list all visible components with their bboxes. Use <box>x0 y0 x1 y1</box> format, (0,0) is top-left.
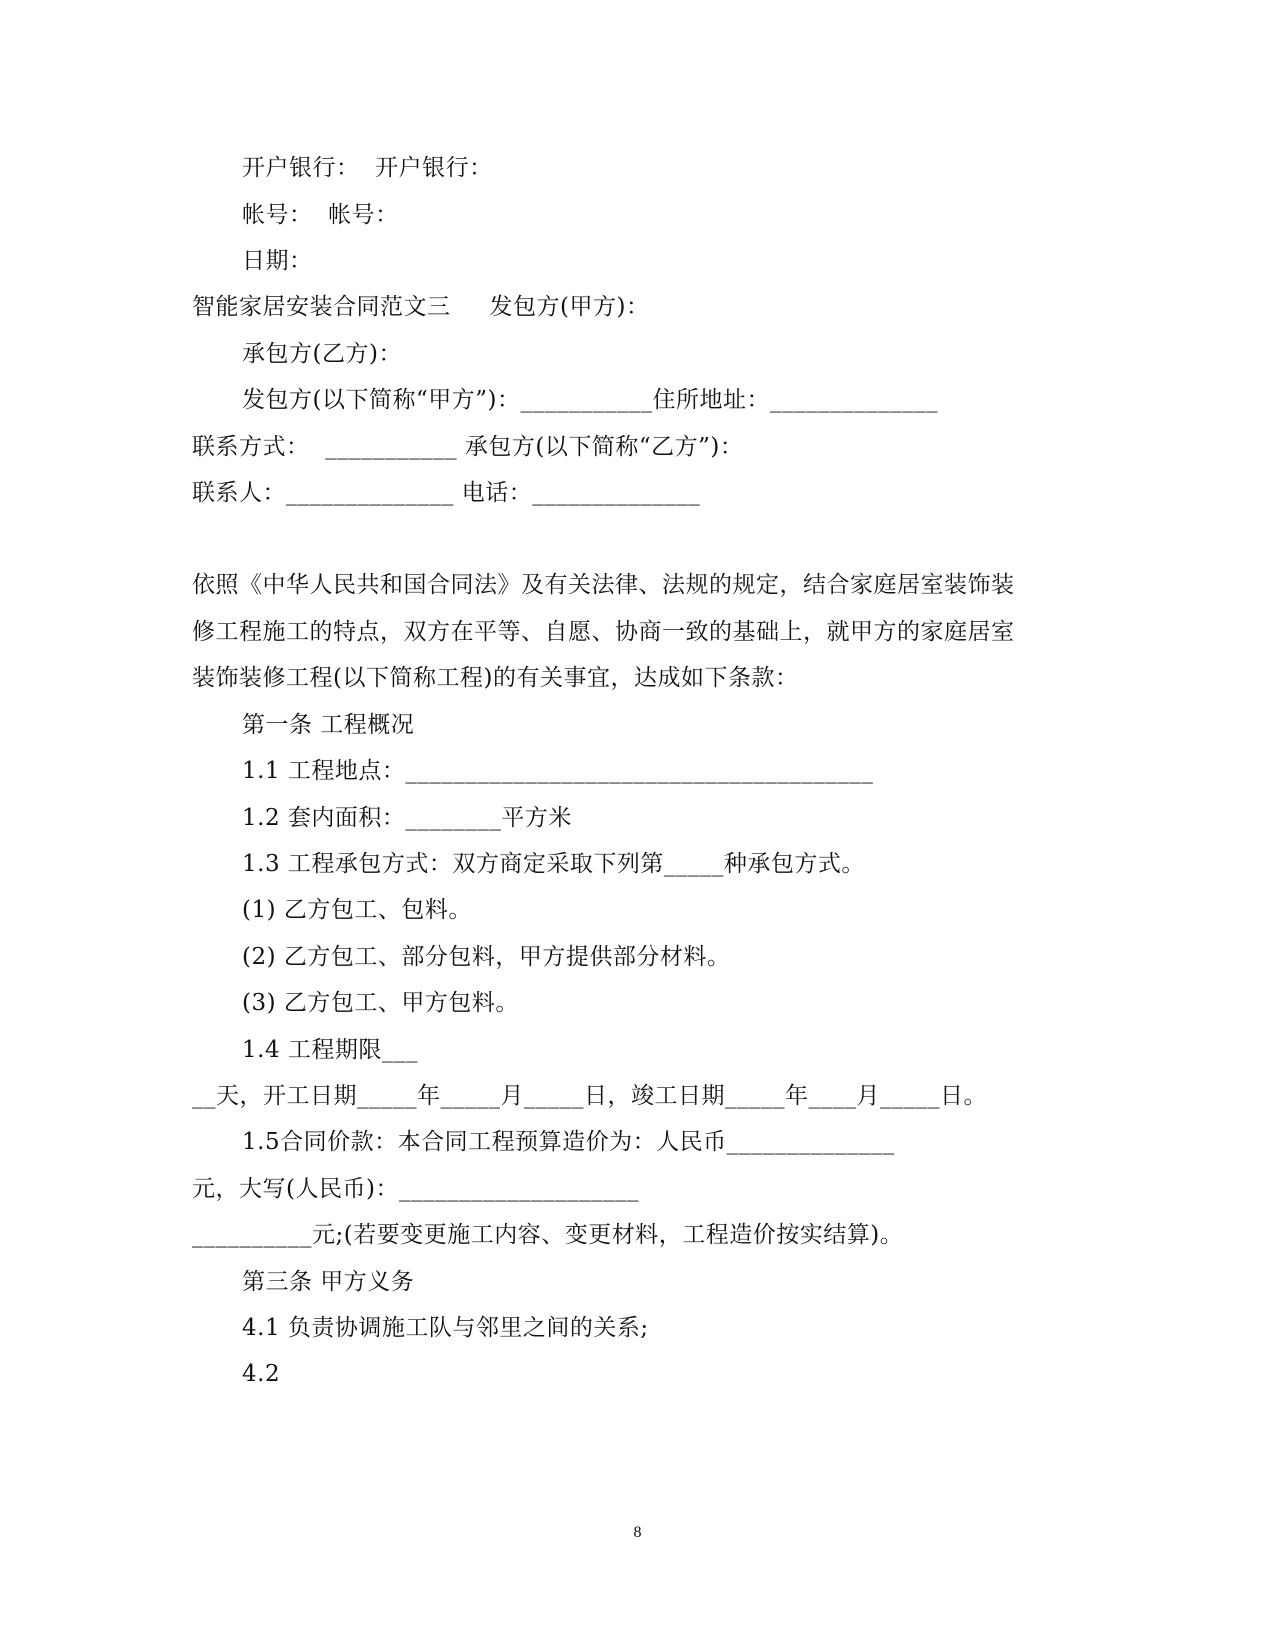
clause-4-1: 4.1 负责协调施工队与邻里之间的关系; <box>242 1315 649 1341</box>
clause-1-2: 1.2 套内面积：________平方米 <box>242 805 572 831</box>
clause-1-5-note: __________元;(若要变更施工内容、变更材料，工程造价按实结算)。 <box>192 1222 904 1248</box>
preamble-line-2: 修工程施工的特点，双方在平等、自愿、协商一致的基础上，就甲方的家庭居室 <box>192 619 1015 645</box>
account-number-line: 帐号： 帐号： <box>242 202 399 228</box>
option-2: (2) 乙方包工、部分包料，甲方提供部分材料。 <box>242 944 731 970</box>
article-3-heading: 第三条 甲方义务 <box>242 1269 415 1295</box>
contractor-line: 承包方(乙方)： <box>242 341 402 367</box>
clause-1-1: 1.1 工程地点：_______________________________________ <box>242 758 874 784</box>
article-1-heading: 第一条 工程概况 <box>242 712 415 738</box>
option-3: (3) 乙方包工、甲方包料。 <box>242 990 519 1016</box>
page-number: 8 <box>633 1524 642 1541</box>
clause-1-4: 1.4 工程期限___ <box>242 1037 418 1063</box>
option-1: (1) 乙方包工、包料。 <box>242 897 472 923</box>
preamble-line-1: 依照《中华人民共和国合同法》及有关法律、法规的规定，结合家庭居室装饰装 <box>192 572 1015 598</box>
client-address-line: 发包方(以下简称“甲方”)：___________住所地址：______________ <box>242 387 938 413</box>
contact-person-line: 联系人：______________ 电话：______________ <box>192 480 701 506</box>
contract-title-line: 智能家居安装合同范文三 发包方(甲方)： <box>192 294 650 320</box>
bank-account-line: 开户银行： 开户银行： <box>242 155 493 181</box>
clause-1-5-amount: 元，大写(人民币)：____________________ <box>192 1176 639 1202</box>
contact-line: 联系方式： ___________ 承包方(以下简称“乙方”)： <box>192 434 744 460</box>
clause-1-4-dates: __天，开工日期_____年_____月_____日，竣工日期_____年____月_____日。 <box>192 1083 987 1109</box>
clause-1-5: 1.5合同价款：本合同工程预算造价为：人民币______________ <box>242 1129 895 1155</box>
clause-4-2: 4.2 <box>242 1361 281 1387</box>
clause-1-3: 1.3 工程承包方式：双方商定采取下列第_____种承包方式。 <box>242 851 865 877</box>
date-line: 日期： <box>242 248 313 274</box>
preamble-line-3: 装饰装修工程(以下简称工程)的有关事宜，达成如下条款： <box>192 665 799 691</box>
